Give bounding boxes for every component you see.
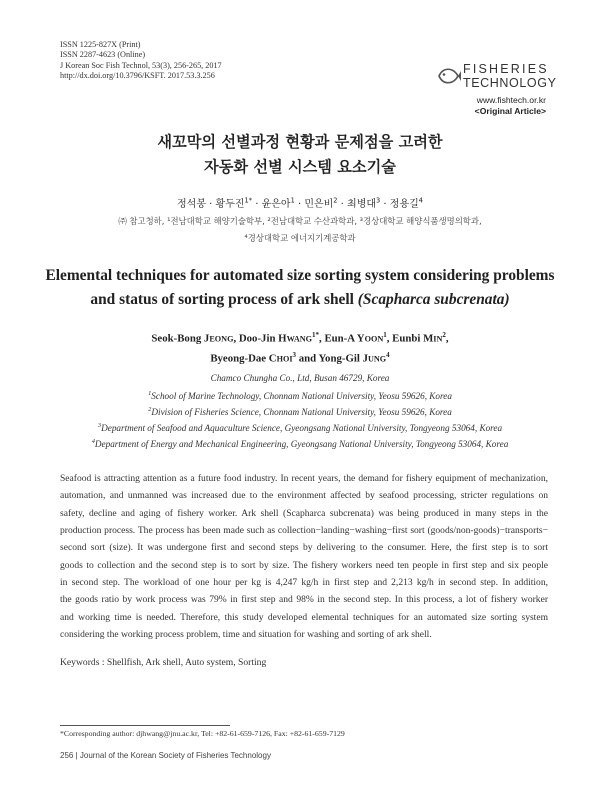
author-last-rest: OON <box>364 334 384 344</box>
abstract-line: automation, and unmanned was increased due to the environment affected by seafood processing, stricter regulations on <box>60 490 548 502</box>
author-last-initial: C <box>268 352 277 365</box>
affiliation-text: Department of Energy and Mechanical Engineering, Gyeongsang National University, Tongyeong 53064, Korea <box>94 439 509 450</box>
affiliation-text: School of Marine Technology, Chonnam National University, Yeosu 59626, Korea <box>151 391 452 402</box>
abstract-line: considering the working process problem, time and situation for washing and sorting of ark shell. <box>60 629 432 641</box>
affiliation-text: Department of Seafood and Aquaculture Science, Gyeongsang National University, Tongyeong 53064, Korea <box>101 423 503 434</box>
korean-author-name: 민은비 <box>304 199 334 210</box>
author-first-name: Byeong-Dae <box>210 352 269 365</box>
page-footer: 256 | Journal of the Korean Society of Fisheries Technology <box>60 751 271 760</box>
abstract-line: production process. The process has been made such as collection−landing−washing−first sort (goods/non-goods)−transports− <box>60 525 548 537</box>
author-separator: , <box>386 332 393 345</box>
korean-title-line-1: 새꼬막의 선별과정 현황과 문제점을 고려한 <box>157 133 443 151</box>
author-first-name: Doo-Jin <box>238 332 279 345</box>
affiliation-sup: 2 <box>148 406 152 413</box>
korean-affiliation-line-1: ㈜ 참고청하, ¹전남대학교 해양기술학부, ²전남대학교 수산과학과, ³경상대학교 해양식품생명의학과, <box>118 216 482 226</box>
abstract-line: in second step. The workload of one hour per kg is 4,247 kg/h in first step and 2,213 kg/h in second step. In addition, <box>60 577 548 589</box>
abstract-line: Seafood is attracting attention as a future food industry. In recent years, the demand for fishery equipment of mechanization, <box>60 473 548 484</box>
korean-author-name: 정용길 <box>389 199 419 210</box>
abstract <box>60 470 548 643</box>
corresponding-author-footnote: *Corresponding author: djhwang@jnu.ac.kr, Tel: +82-61-659-7126, Fax: +82-61-659-7129 <box>60 729 345 738</box>
english-title-species: (Scapharca subcrenata) <box>357 291 510 308</box>
author-first-name: Eun-A <box>324 332 357 345</box>
korean-author-name: 윤은아 <box>261 199 291 210</box>
abstract-line: the goods ratio by work process was 79% in first step and 98% in the second step. In this process, a lot of fishery worker <box>60 594 548 606</box>
author-separator: , <box>233 332 239 345</box>
english-authors-line-2 <box>0 351 600 365</box>
affiliation-sup: 1 <box>148 390 152 397</box>
korean-author-sup: 3 <box>376 196 381 205</box>
affiliation-sup: 3 <box>97 422 102 429</box>
author-last-initial: M <box>423 332 434 345</box>
author-first-name: Yong-Gil <box>318 352 363 365</box>
author-sup: 1 <box>383 331 387 339</box>
author-last-rest: IN <box>433 334 443 344</box>
author-last-initial: J <box>362 352 368 365</box>
abstract-line: safety, decline and aging of fishery worker. Ark shell (Scapharca subcrenata) was being produced in many steps in the <box>60 507 548 519</box>
logo-line-1: FISHERIES <box>463 62 549 76</box>
korean-author-name: 정석봉 <box>177 199 206 210</box>
english-affiliation-line <box>0 422 600 433</box>
author-separator: , <box>445 332 449 345</box>
citation: J Korean Soc Fish Technol, 53(3), 256-265, 2017 <box>60 60 222 70</box>
article-type: <Original Article> <box>474 106 546 116</box>
korean-author-sup: 1* <box>244 196 253 205</box>
english-authors-line-1 <box>0 331 600 345</box>
author-last-rest: EONG <box>209 334 234 344</box>
author-last-initial: Y <box>356 332 365 345</box>
korean-title-line-2: 자동화 선별 시스템 요소기술 <box>204 158 396 176</box>
english-affiliation-line <box>0 373 600 383</box>
logo-line-2: TECHNOLOGY <box>463 76 557 90</box>
author-first-name: Eunbi <box>392 332 424 345</box>
issn-block <box>60 40 222 82</box>
korean-author-name: 최병대 <box>347 199 377 210</box>
english-title-line-1: Elemental techniques for automated size sorting system considering problems <box>45 267 555 284</box>
author-first-name: Seok-Bong <box>151 332 204 345</box>
author-last-initial: J <box>203 332 210 345</box>
author-last-rest: UNG <box>367 354 387 364</box>
footnote-rule <box>60 725 230 726</box>
english-title-line-2 <box>0 291 600 309</box>
author-sup: 2 <box>442 331 446 339</box>
fish-icon <box>436 62 462 90</box>
author-last-initial: H <box>278 332 287 345</box>
korean-affiliation-line-2: ⁴경상대학교 에너지기계공학과 <box>244 233 356 243</box>
english-affiliation-line <box>0 390 600 401</box>
author-separator: and <box>296 352 319 365</box>
author-sup: 4 <box>386 351 390 359</box>
english-affiliation-line <box>0 438 600 449</box>
korean-authors: 정석봉 · 황두진$^{1*}$ · 윤은아$^1$ · 민은비$^2$ · 최병대$^3$ · 정용길$^4$ <box>177 196 423 210</box>
abstract-line: and working time is needed. Therefore, this study developed elemental techniques for an automated size sorting system <box>60 611 548 623</box>
abstract-line: goods to collection and the second step is to sort by size. The fishery workers need ten people in first step and six people <box>60 559 548 571</box>
korean-author-name: 황두진 <box>215 199 245 210</box>
author-last-rest: WANG <box>286 334 313 344</box>
abstract-line: second sort (size). It was undergone first and second steps by delivering to the consumer. Here, the first step is to sort <box>60 542 548 554</box>
author-separator: , <box>319 332 325 345</box>
author-last-rest: HOI <box>276 354 293 364</box>
journal-url[interactable]: www.fishtech.or.kr <box>476 95 546 105</box>
korean-author-sup: 2 <box>333 196 338 205</box>
author-sup: 3 <box>292 351 297 359</box>
english-title-line-2-text: and status of sorting process of ark shell <box>90 291 358 308</box>
affiliation-text: Division of Fisheries Science, Chonnam National University, Yeosu 59626, Korea <box>151 407 452 418</box>
journal-logo <box>436 62 557 120</box>
affiliation-sup: 4 <box>91 438 95 445</box>
korean-author-sup: 1 <box>290 196 295 205</box>
author-sup: 1* <box>312 331 320 339</box>
keywords: Keywords : Shellfish, Ark shell, Auto system, Sorting <box>60 657 267 668</box>
korean-author-sup: 4 <box>418 196 423 205</box>
affiliation-text: Chamco Chungha Co., Ltd, Busan 46729, Korea <box>210 373 390 383</box>
doi-link[interactable]: http://dx.doi.org/10.3796/KSFT. 2017.53.3.256 <box>60 71 215 81</box>
english-affiliation-line <box>0 406 600 417</box>
issn-online: ISSN 2287-4623 (Online) <box>60 50 146 60</box>
issn-print: ISSN 1225-827X (Print) <box>60 40 141 49</box>
